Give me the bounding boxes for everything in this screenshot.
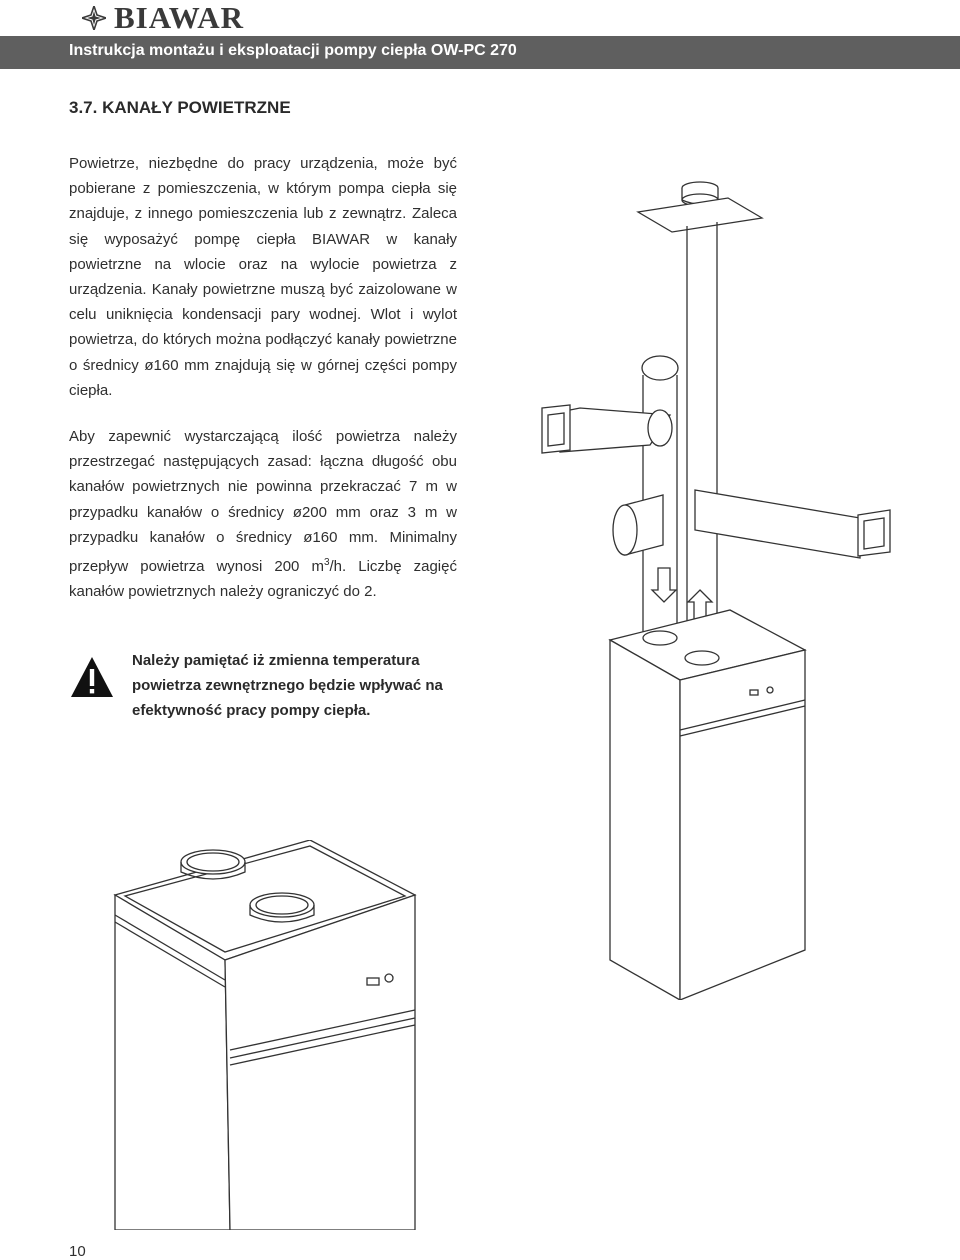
- heat-pump-with-air-ducts-drawing: [520, 170, 940, 1000]
- paragraph-requirements-tail: /h. Liczbę zagięć kanałów powietrznych należy ograniczyć do 2.: [69, 558, 457, 601]
- superscript-cubed: 3: [323, 557, 330, 569]
- warning-triangle-icon: [70, 656, 114, 698]
- warning-text: Należy pamiętać iż zmienna temperatura powietrza zewnętrznego będzie wpływać na efektywność pracy pompy ciepła.: [132, 652, 443, 720]
- paragraph-requirements-text: Aby zapewnić wystarczającą ilość powietrza należy przestrzegać następujących zasad: łączna długość obu kanałów powietrznych nie powinna przekraczać 7 m w przypadku kanałów o średnicy ø200 mm oraz 3 m w przypadku kanałów o średnicy ø160 mm. Minimalny przepływ powietrza wynosi 200 m: [69, 428, 457, 576]
- brand-logo: [82, 2, 244, 34]
- document-title: Instrukcja montażu i eksploatacji pompy ciepła OW-PC 270: [69, 42, 517, 59]
- brand-name: BIAWAR: [114, 0, 245, 35]
- page-number: 10: [69, 1243, 86, 1260]
- section-heading: 3.7. KANAŁY POWIETRZNE: [69, 98, 291, 117]
- header-band: [0, 36, 960, 69]
- paragraph-requirements: [69, 424, 457, 604]
- heat-pump-top-connections-drawing: [105, 840, 475, 1230]
- paragraph-intro: Powietrze, niezbędne do pracy urządzenia, może być pobierane z pomieszczenia, w którym pompa ciepła się znajduje, z innego pomieszczenia lub z zewnątrz. Zaleca się wyposażyć pompę ciepła BIAWAR w kanały powietrzne na wlocie oraz na wylocie powietrza z urządzenia. Kanały powietrzne muszą być zaizolowane w celu uniknięcia kondensacji pary wodnej. Wlot i wylot powietrza, do których można podłączyć kanały powietrzne o średnicy ø160 mm znajdują się w górnej części pompy ciepła.: [69, 155, 457, 399]
- compass-star-icon: [82, 6, 106, 30]
